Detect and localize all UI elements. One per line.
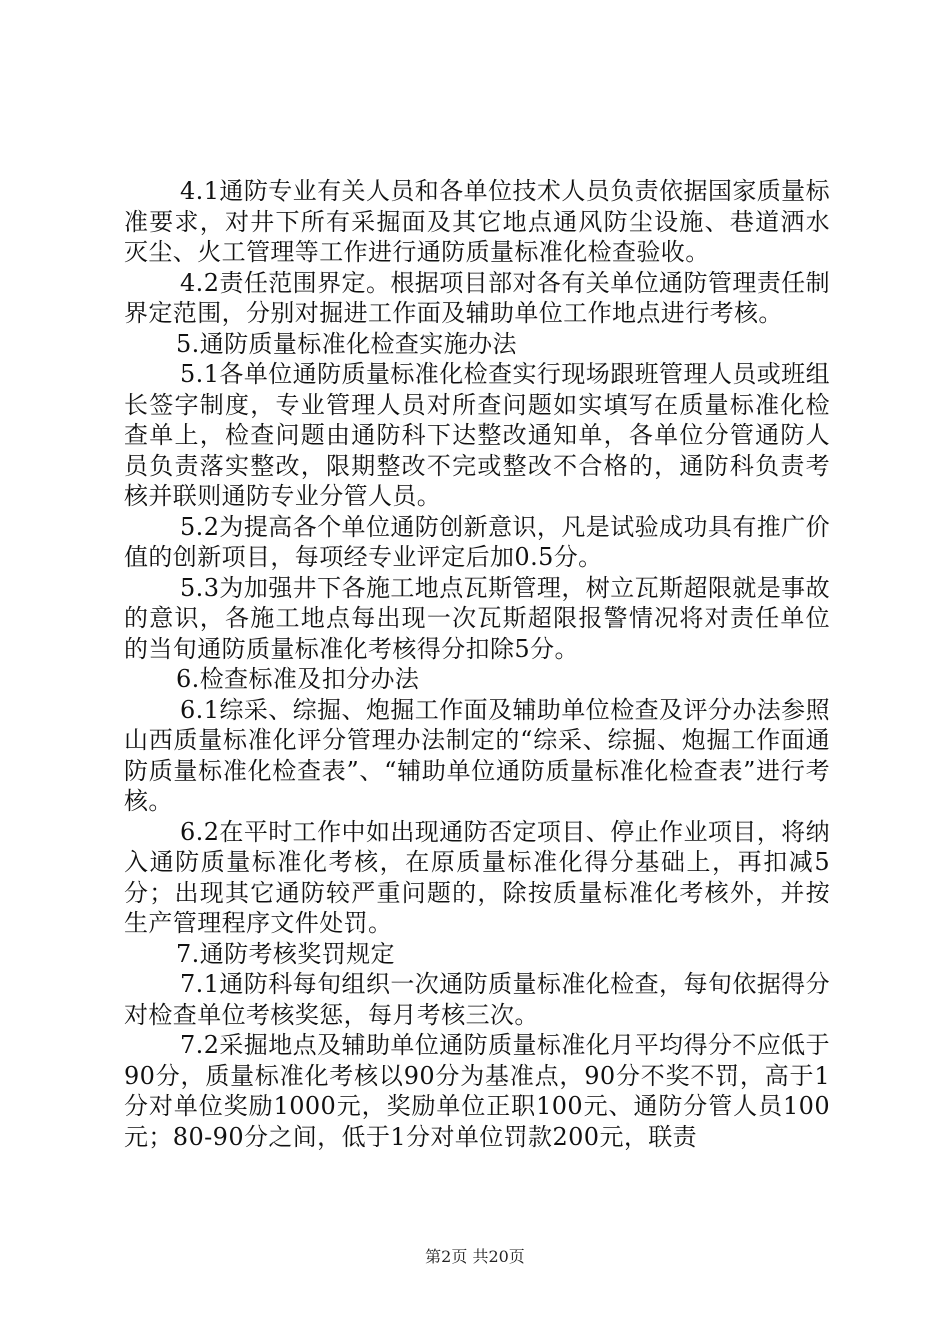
section-heading-6: 6.检查标准及扣分办法 (176, 665, 420, 693)
section-heading-7: 7.通防考核奖罚规定 (176, 939, 395, 968)
paragraph-6-2: 6.2在平时工作中如出现通防否定项目、停止作业项目，将纳入通防质量标准化考核，在原质量标准化得分基础上，再扣减5分；出现其它通防较严重问题的，除按质量标准化考核外，并按生产管理程序文件处罚。 (124, 817, 830, 937)
paragraph-5-2: 5.2为提高各个单位通防创新意识，凡是试验成功具有推广价值的创新项目，每项经专业评定后加0.5分。 (124, 512, 830, 571)
section-heading-5: 5.通防质量标准化检查实施办法 (176, 329, 517, 358)
paragraph-5-1: 5.1各单位通防质量标准化检查实行现场跟班管理人员或班组长签字制度，专业管理人员对所查问题如实填写在质量标准化检查单上，检查问题由通防科下达整改通知单，各单位分管通防人员负责落实整改，限期整改不完或整改不合格的，通防科负责考核并联则通防专业分管人员。 (124, 360, 830, 510)
paragraph-7-2: 7.2采掘地点及辅助单位通防质量标准化月平均得分不应低于90分，质量标准化考核以90分为基准点，90分不奖不罚，高于1分对单位奖励1000元，奖励单位正职100元、通防分管人员100元；80-90分之间，低于1分对单位罚款200元，联责 (124, 1031, 830, 1151)
page-number-footer: 第2页 共20页 (425, 1247, 525, 1266)
paragraph-4-1: 4.1通防专业有关人员和各单位技术人员负责依据国家质量标准要求，对井下所有采掘面及其它地点通风防尘设施、巷道洒水灭尘、火工管理等工作进行通防质量标准化检查验收。 (124, 177, 830, 266)
paragraph-7-1: 7.1通防科每旬组织一次通防质量标准化检查，每旬依据得分对检查单位考核奖惩，每月考核三次。 (124, 970, 830, 1029)
paragraph-4-2: 4.2责任范围界定。根据项目部对各有关单位通防管理责任制界定范围，分别对掘进工作面及辅助单位工作地点进行考核。 (124, 268, 830, 327)
paragraph-5-3: 5.3为加强井下各施工地点瓦斯管理，树立瓦斯超限就是事故的意识，各施工地点每出现一次瓦斯超限报警情况将对责任单位的当旬通防质量标准化考核得分扣除5分。 (124, 573, 830, 663)
document-body (124, 176, 830, 1152)
paragraph-6-1: 6.1综采、综掘、炮掘工作面及辅助单位检查及评分办法参照山西质量标准化评分管理办法制定的“综采、综掘、炮掘工作面通防质量标准化检查表”、“辅助单位通防质量标准化检查表”进行考核。 (124, 695, 830, 815)
